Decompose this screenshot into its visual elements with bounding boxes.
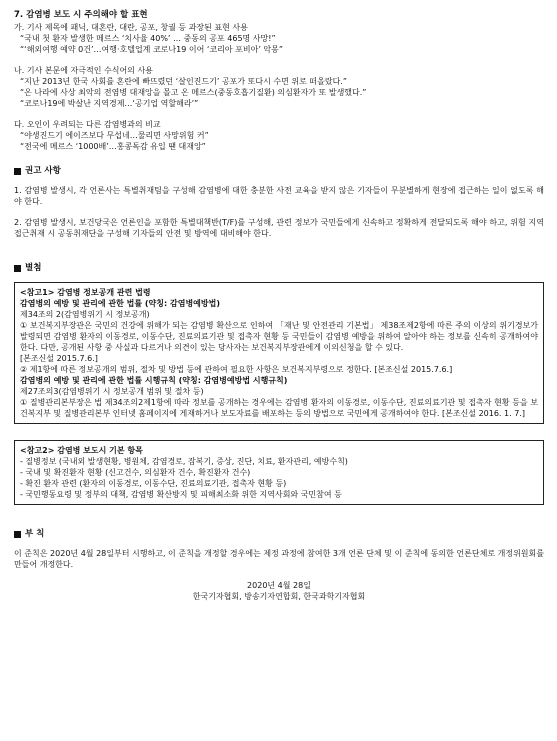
recommend-para-2: 2. 감염병 발생시, 보건당국은 언론인을 포함한 특별대책반(T/F)를 구성해, 관련 정보가 국민들에게 신속하고 정확하게 전달되도록 해야 하고, 위험 지역 접근취재 시 공동취재단을 구성해 기자들의 안전 및 방역에 대비해야 한다.	[14, 218, 544, 238]
ref2-title: <참고2> 감염병 보도시 기본 항목	[20, 446, 143, 455]
clause-1: ① 보건복지부장관은 국민의 건강에 위해가 되는 감염병 확산으로 인하여 「재난 및 안전관리 기본법」 제38조제2항에 따른 주의 이상의 위기경보가 발령되면 감염병 환자의 이동경로, 이동수단, 진료의료기관 및 접촉자 현황 등 국민들이 감염병 예방을 위하여 알아야 하는 정보를 신속히 공개하여야 한다. 다만, 공개된 사항 중 사실과 다르거나 의견이 있는 당사자는 보건복지부장관에게 이의신청을 할 수 있다.	[20, 321, 538, 352]
ref2-item-3: - 확진 환자 관련 (환자의 이동경로, 이동수단, 진료의료기관, 접촉자 현황 등)	[20, 479, 287, 488]
ref2-item-4: - 국민행동요령 및 정부의 대책, 감염병 확산방지 및 피해최소화 위한 지역사회와 국민참여 등	[20, 490, 342, 499]
item-ga-title: 가. 기사 제목에 패닉, 대혼란, 대란, 공포, 창궐 등 과장된 표현 사용	[14, 23, 248, 32]
square-bullet-icon	[14, 531, 21, 538]
example-na-2: “온 나라에 사상 최악의 전염병 대재앙을 몰고 온 메르스(중동호흡기질환) 의심환자가 또 발생했다.”	[20, 88, 367, 97]
organizations: 한국기자협회, 방송기자연합회, 한국과학기자협회	[192, 592, 366, 601]
law2-name: 감염병의 예방 및 관리에 관한 법률 시행규칙 (약칭: 감염병예방법 시행규칙)	[20, 376, 288, 385]
section-7-heading: 7. 감염병 보도 시 주의해야 할 표현	[14, 10, 148, 20]
recommend-para-1: 1. 감염병 발생시, 각 언론사는 특별취재팀을 구성해 감염병에 대한 충분한 사전 교육을 받지 않은 기자들이 무분별하게 현장에 접근하는 일이 없도록 해야 한다.	[14, 186, 544, 206]
ref2-item-2: - 국내 및 확진환자 현황 (신고건수, 의심환자 건수, 확진환자 건수)	[20, 468, 251, 477]
amend-1: [본조신설 2015.7.6.]	[20, 354, 98, 363]
appendix-title: 부 칙	[25, 529, 45, 539]
document-page	[14, 10, 544, 602]
reference-box-2	[14, 440, 544, 505]
ref2-item-1: - 질병정보 (국내외 발생현황, 병원체, 감염경로, 잠복기, 증상, 진단, 치료, 환자관리, 예방수칙)	[20, 457, 348, 466]
reference-box-1	[14, 282, 544, 424]
item-da-title: 다. 오인이 우려되는 다른 감염병과의 비교	[14, 120, 161, 129]
appendix-text: 이 준칙은 2020년 4월 28일부터 시행하고, 이 준칙을 개정할 경우에는 제정 과정에 참여한 3개 언론 단체 및 이 준칙에 동의한 언론단체로 개정위원회를 만들어 개정한다.	[14, 549, 544, 569]
recommend-title: 권고 사항	[25, 166, 61, 176]
example-da-2: “전국에 메르스 ‘1000배’…홍콩독감 유입 땐 대재앙”	[20, 142, 206, 151]
example-na-3: “코로나19에 박살난 지역경제…‘공기업 역할해라’”	[20, 99, 199, 108]
issue-date: 2020년 4월 28일	[247, 581, 311, 590]
article-27: 제27조의3(감염병위기 시 정보공개 범위 및 절차 등)	[20, 387, 204, 396]
clause-2: ② 제1항에 따른 정보공개의 범위, 절차 및 방법 등에 관하여 필요한 사항은 보건복지부령으로 정한다. [본조신설 2015.7.6.]	[20, 365, 453, 374]
recommend-heading	[14, 166, 544, 177]
appendix-heading	[14, 529, 544, 540]
example-ga-2: “‘해외여행 예약 0건’…여행·호텔업계 코로나19 이어 ‘코리아 포비아’ 악몽”	[20, 45, 283, 54]
item-na-title: 나. 기사 본문에 자극적인 수식어의 사용	[14, 66, 153, 75]
ref1-title: <참고1> 감염병 정보공개 관련 법령	[20, 288, 151, 297]
law1-name: 감염병의 예방 및 관리에 관한 법률 (약칭: 감염병예방법)	[20, 299, 221, 308]
square-bullet-icon	[14, 265, 21, 272]
laws-title: 별첨	[25, 263, 42, 273]
example-ga-1: “국내 첫 환자 발생한 메르스 ‘치사율 40%’ … 중동의 공포 465명 사망!”	[20, 34, 276, 43]
square-bullet-icon	[14, 168, 21, 175]
clause-3: ① 질병관리본부장은 법 제34조의2제1항에 따라 정보를 공개하는 경우에는 감염병 환자의 이동경로, 이동수단, 진료의료기관 및 접촉자 현황 등을 보건복지부 및 질병관리본부 인터넷 홈페이지에 게재하거나 보도자료를 배포하는 등의 방법으로 국민에게 공개하여야 한다. [본조신설 2016. 1. 7.]	[20, 398, 538, 418]
article-34: 제34조의 2(감염병위기 시 정보공개)	[20, 310, 150, 319]
laws-heading	[14, 263, 544, 274]
example-na-1: “지난 2013년 한국 사회를 혼란에 빠뜨렸던 ‘살인진드기’ 공포가 또다시 수면 위로 떠올랐다.”	[20, 77, 347, 86]
example-da-1: “야생진드기 에이즈보다 무섭네…물리면 사망위험 커”	[20, 131, 209, 140]
